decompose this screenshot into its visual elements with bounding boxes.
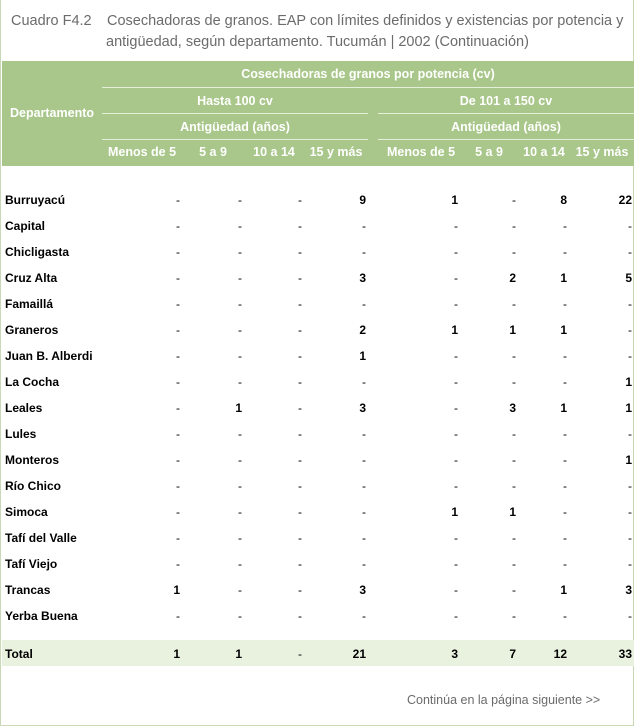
table-cell: 1 [625, 401, 632, 415]
table-cell: 1 [359, 349, 366, 363]
table-cell: - [512, 297, 516, 311]
table-cell: - [454, 271, 458, 285]
row-department-name: Lules [5, 427, 37, 441]
header-group-101-150: De 101 a 150 cv [459, 94, 553, 108]
table-cell: 1 [451, 193, 458, 207]
table-cell: - [238, 349, 242, 363]
table-cell: - [362, 375, 366, 389]
table-cell: - [238, 375, 242, 389]
table-cell: 1 [560, 271, 567, 285]
table-cell: - [298, 193, 302, 207]
table-cell: - [238, 609, 242, 623]
table-cell: - [298, 375, 302, 389]
table-cell: - [362, 427, 366, 441]
total-cell: - [298, 647, 302, 661]
subcol-header: 5 a 9 [199, 145, 227, 159]
table-cell: - [176, 219, 180, 233]
table-cell: - [362, 557, 366, 571]
continuation-note: Continúa en la página siguiente >> [407, 693, 601, 707]
table-cell: - [176, 297, 180, 311]
table-cell: - [362, 531, 366, 545]
table-cell: - [238, 323, 242, 337]
row-department-name: Tafí del Valle [5, 531, 77, 545]
table-cell: 1 [560, 323, 567, 337]
table-cell: - [298, 245, 302, 259]
table-cell: - [563, 375, 567, 389]
table-cell: 3 [359, 583, 366, 597]
table-cell: - [563, 609, 567, 623]
row-department-name: Cruz Alta [5, 271, 58, 285]
table-cell: 22 [618, 193, 632, 207]
row-department-name: Simoca [5, 505, 48, 519]
total-cell: 33 [618, 647, 632, 661]
table-header [2, 61, 634, 166]
table-cell: - [512, 193, 516, 207]
table-cell: - [512, 479, 516, 493]
table-cell: - [176, 505, 180, 519]
row-department-name: Graneros [5, 323, 59, 337]
row-department-name: Río Chico [5, 479, 61, 493]
table-cell: 1 [560, 583, 567, 597]
table-cell: - [298, 557, 302, 571]
row-department-name: Monteros [5, 453, 59, 467]
table-cell: 1 [625, 453, 632, 467]
subcol-header: 15 y más [309, 145, 363, 159]
row-department-name: Famaillá [5, 297, 54, 311]
table-cell: - [176, 531, 180, 545]
header-antiguedad-1: Antigüedad (años) [180, 120, 290, 134]
table-cell: 5 [625, 271, 632, 285]
table-cell: 2 [359, 323, 366, 337]
table-cell: - [454, 453, 458, 467]
table-cell: - [238, 271, 242, 285]
table-cell: 8 [560, 193, 567, 207]
table-cell: - [563, 297, 567, 311]
table-title [11, 11, 626, 53]
table-cell: - [628, 479, 632, 493]
table-cell: - [454, 609, 458, 623]
table-cell: - [454, 583, 458, 597]
table-cell: - [238, 297, 242, 311]
header-group-hasta-100: Hasta 100 cv [197, 94, 273, 108]
table-cell: - [628, 323, 632, 337]
table-cell: - [238, 427, 242, 441]
table-cell: - [238, 505, 242, 519]
table-cell: - [454, 479, 458, 493]
header-antiguedad-2: Antigüedad (años) [451, 120, 561, 134]
table-cell: - [176, 375, 180, 389]
table-cell: - [176, 557, 180, 571]
table-cell: - [298, 427, 302, 441]
table-cell: 3 [359, 271, 366, 285]
header-potencia: Cosechadoras de granos por potencia (cv) [241, 67, 495, 81]
header-divider [378, 113, 634, 114]
table-cell: - [454, 375, 458, 389]
row-department-name: Juan B. Alberdi [5, 349, 93, 363]
table-cell: - [362, 219, 366, 233]
total-label: Total [5, 647, 33, 661]
table-cell: - [176, 323, 180, 337]
table-cell: - [176, 453, 180, 467]
table-cell: - [298, 401, 302, 415]
table-cell: - [298, 453, 302, 467]
table-cell: - [298, 323, 302, 337]
table-cell: - [628, 245, 632, 259]
table-cell: 1 [451, 323, 458, 337]
row-department-name: La Cocha [5, 375, 60, 389]
table-cell: - [362, 245, 366, 259]
table-cell: - [628, 427, 632, 441]
table-cell: - [176, 245, 180, 259]
table-cell: - [628, 609, 632, 623]
table-cell: - [176, 271, 180, 285]
row-department-name: Yerba Buena [5, 609, 78, 623]
table-cell: 3 [359, 401, 366, 415]
subcol-header: 10 a 14 [253, 145, 295, 159]
table-cell: - [563, 557, 567, 571]
table-cell: 1 [509, 505, 516, 519]
table-cell: - [512, 245, 516, 259]
row-department-name: Trancas [5, 583, 51, 597]
table-cell: - [628, 557, 632, 571]
table-cell: - [454, 219, 458, 233]
table-cell: - [238, 453, 242, 467]
table-cell: 3 [509, 401, 516, 415]
table-cell: - [176, 479, 180, 493]
table-cell: - [298, 219, 302, 233]
table-cell: - [176, 401, 180, 415]
table-cell: 9 [359, 193, 366, 207]
table-cell: - [238, 557, 242, 571]
table-cell: - [454, 245, 458, 259]
table-cell: - [628, 505, 632, 519]
table-cell: - [563, 505, 567, 519]
table-cell: - [512, 557, 516, 571]
table-cell: - [362, 609, 366, 623]
table-cell: - [176, 427, 180, 441]
title-line-1: Cosechadoras de granos. EAP con límites definidos y existencias por potencia y [107, 13, 624, 29]
table-cell: - [512, 375, 516, 389]
table-cell: 1 [173, 583, 180, 597]
row-department-name: Leales [5, 401, 43, 415]
table-cell: - [238, 583, 242, 597]
table-cell: - [176, 193, 180, 207]
table-cell: - [238, 479, 242, 493]
table-cell: - [362, 479, 366, 493]
table-cell: - [298, 505, 302, 519]
table-cell: 2 [509, 271, 516, 285]
header-divider [102, 87, 634, 88]
table-cell: - [176, 609, 180, 623]
subcol-header: 10 a 14 [523, 145, 565, 159]
table-cell: - [454, 297, 458, 311]
table-cell: - [298, 479, 302, 493]
table-cell: - [563, 349, 567, 363]
table-cell: 1 [451, 505, 458, 519]
table-cell: - [628, 297, 632, 311]
table-cell: - [512, 427, 516, 441]
table-cell: - [362, 453, 366, 467]
row-department-name: Burruyacú [5, 193, 66, 207]
table-cell: - [628, 219, 632, 233]
total-cell: 1 [173, 647, 180, 661]
table-cell: - [628, 531, 632, 545]
table-cell: - [454, 401, 458, 415]
table-cell: - [512, 349, 516, 363]
total-cell: 7 [509, 647, 516, 661]
table-cell: - [563, 219, 567, 233]
title-line-2: antigüedad, según departamento. Tucumán | 2002 (Continuación) [106, 34, 529, 50]
table-cell: - [563, 479, 567, 493]
table-cell: - [298, 349, 302, 363]
table-cell: - [454, 349, 458, 363]
header-divider [102, 113, 368, 114]
table-cell: - [563, 531, 567, 545]
table-cell: - [512, 583, 516, 597]
table-cell: - [362, 505, 366, 519]
table-cell: - [238, 193, 242, 207]
table-cell: - [512, 453, 516, 467]
subcol-header: Menos de 5 [107, 145, 177, 159]
row-department-name: Tafí Viejo [5, 557, 58, 571]
table-cell: - [238, 219, 242, 233]
table-cell: 1 [625, 375, 632, 389]
table-cell: 1 [235, 401, 242, 415]
table-cell: - [563, 245, 567, 259]
table-cell: - [512, 219, 516, 233]
subcol-header: 5 a 9 [475, 145, 503, 159]
table-cell: - [176, 349, 180, 363]
table-cell: 1 [560, 401, 567, 415]
table-cell: - [563, 427, 567, 441]
header-departamento: Departamento [9, 106, 95, 120]
table-cell: - [298, 297, 302, 311]
table-cell: - [298, 531, 302, 545]
subcol-header: Menos de 5 [386, 145, 456, 159]
total-cell: 12 [553, 647, 567, 661]
row-department-name: Chicligasta [5, 245, 70, 259]
row-department-name: Capital [5, 219, 46, 233]
table-cell: - [238, 245, 242, 259]
table-cell: - [298, 609, 302, 623]
total-cell: 21 [352, 647, 366, 661]
table-cell: 1 [509, 323, 516, 337]
table-cell: - [512, 609, 516, 623]
table-cell: - [298, 583, 302, 597]
table-cell: - [454, 557, 458, 571]
header-divider [102, 139, 368, 140]
table-cell: - [512, 531, 516, 545]
table-cell: - [454, 427, 458, 441]
table-cell: - [628, 349, 632, 363]
total-cell: 1 [235, 647, 242, 661]
total-cell: 3 [451, 647, 458, 661]
table-cell: - [362, 297, 366, 311]
header-divider [378, 139, 634, 140]
table-code: Cuadro F4.2 [11, 13, 92, 29]
subcol-header: 15 y más [575, 145, 629, 159]
table-cell: - [454, 531, 458, 545]
table-cell: - [238, 531, 242, 545]
table-cell: - [563, 453, 567, 467]
table-cell: 3 [625, 583, 632, 597]
table-cell: - [298, 271, 302, 285]
